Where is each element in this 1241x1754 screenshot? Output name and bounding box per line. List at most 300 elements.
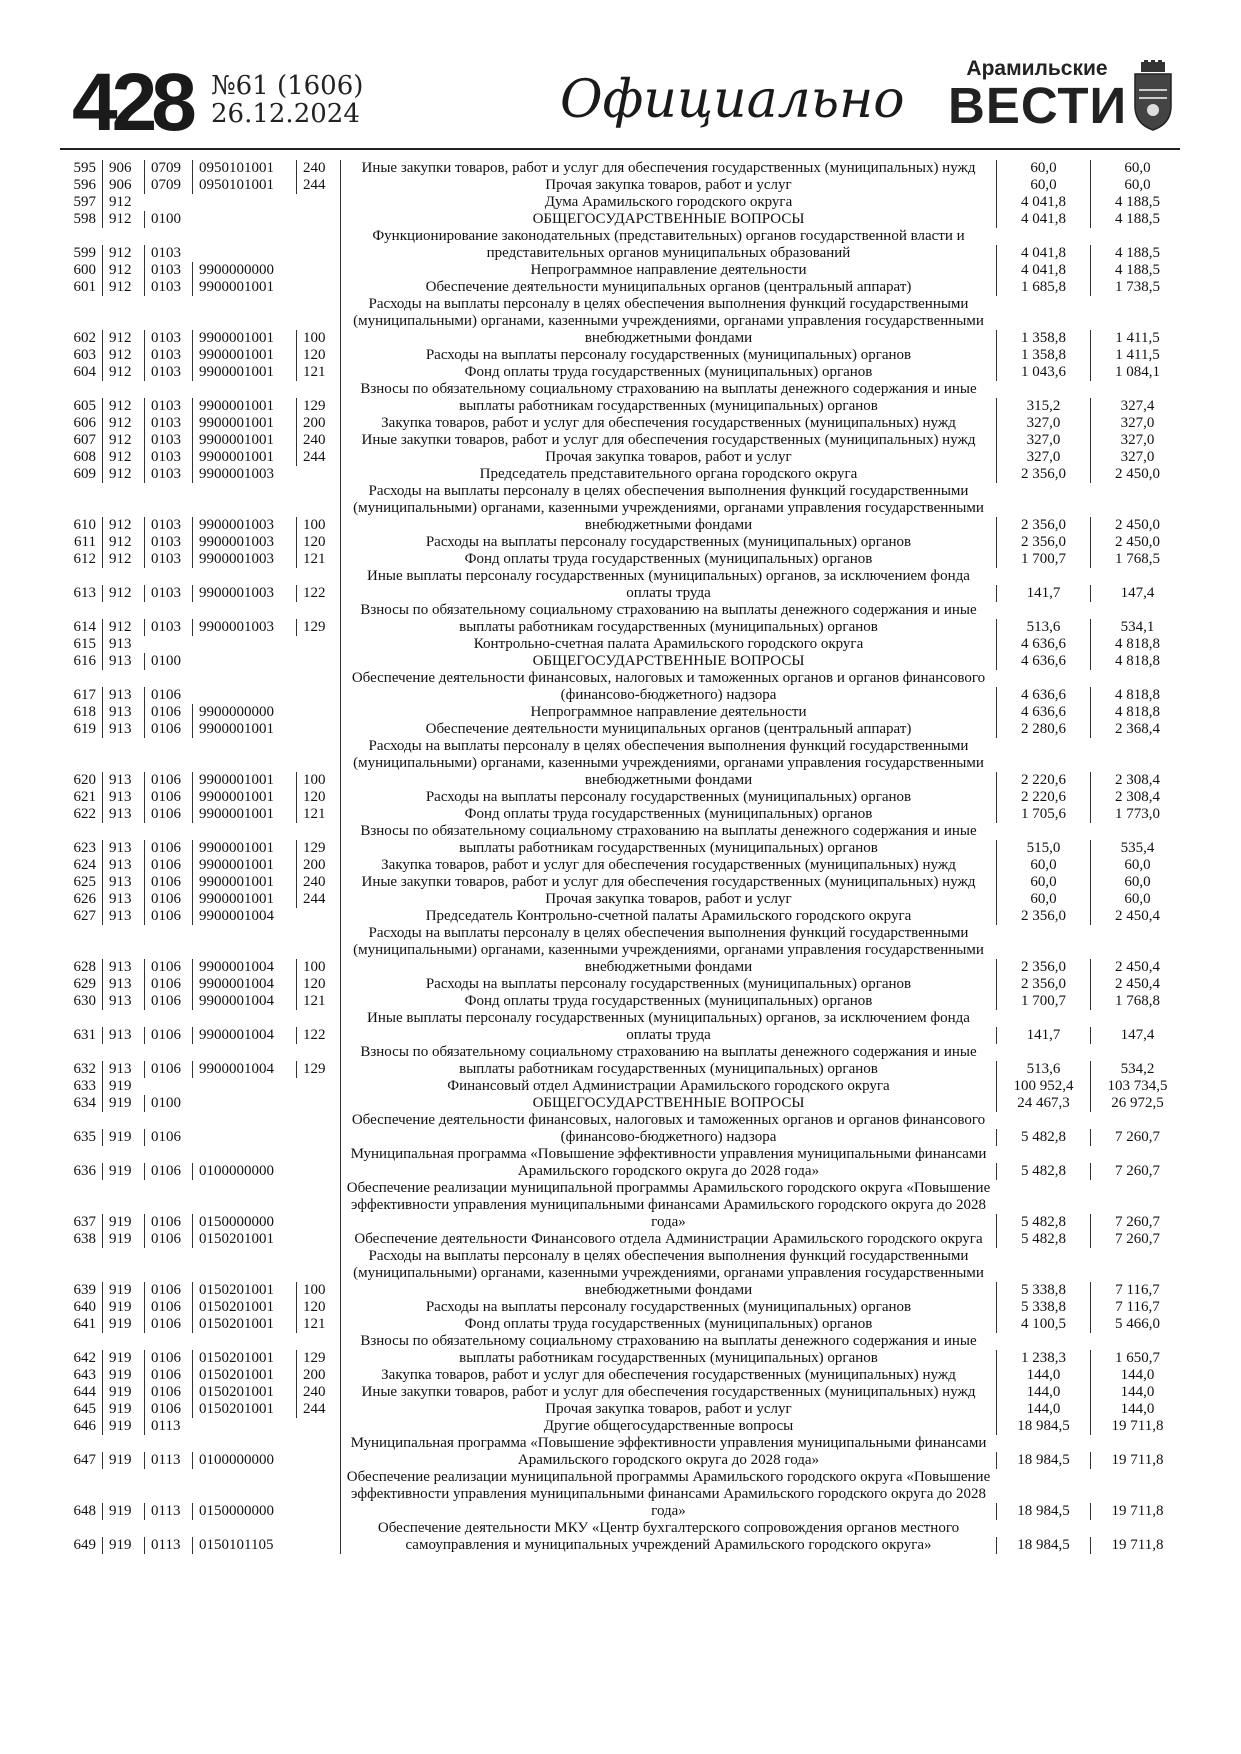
expense-type-code: 122: [296, 1027, 340, 1044]
ministry-code: 912: [102, 585, 144, 602]
amount-2026: 2 308,4: [1090, 772, 1184, 789]
ministry-code: 912: [102, 398, 144, 415]
amount-2026: 2 450,4: [1090, 959, 1184, 976]
table-row: [60, 1078, 1184, 1095]
table-row: [60, 908, 1184, 925]
amount-2025: 144,0: [996, 1367, 1090, 1384]
issue-info: [211, 72, 363, 128]
amount-2025: 144,0: [996, 1401, 1090, 1418]
row-number: 623: [73, 840, 96, 856]
section-code: 0100: [144, 211, 192, 228]
description: ОБЩЕГОСУДАРСТВЕННЫЕ ВОПРОСЫ: [340, 653, 996, 670]
section-code: 0106: [144, 1027, 192, 1044]
section-code: 0709: [144, 160, 192, 177]
row-number: 612: [73, 551, 96, 567]
description: Прочая закупка товаров, работ и услуг: [340, 1401, 996, 1418]
ministry-code: 912: [102, 211, 144, 228]
ministry-code: 913: [102, 1061, 144, 1078]
description: Иные закупки товаров, работ и услуг для обеспечения государственных (муниципальных) нужд: [340, 160, 996, 177]
amount-2026: 4 188,5: [1090, 194, 1184, 211]
ministry-code: 912: [102, 347, 144, 364]
section-code: 0103: [144, 449, 192, 466]
expense-type-code: 129: [296, 1061, 340, 1078]
table-row: [60, 194, 1184, 211]
amount-2025: 4 636,6: [996, 636, 1090, 653]
description: Муниципальная программа «Повышение эффективности управления муниципальными финансами Арамильского городского округа до 2028 года»: [340, 1146, 996, 1180]
ministry-code: 913: [102, 959, 144, 976]
target-code: 0950101001: [192, 160, 296, 177]
section-code: 0103: [144, 330, 192, 347]
target-code: 9900001004: [192, 908, 296, 925]
section-code: 0113: [144, 1537, 192, 1554]
table-row: [60, 551, 1184, 568]
amount-2026: 1 768,5: [1090, 551, 1184, 568]
target-code: 9900001001: [192, 721, 296, 738]
description: Расходы на выплаты персоналу государственных (муниципальных) органов: [340, 534, 996, 551]
description: Расходы на выплаты персоналу в целях обеспечения выполнения функций государственными (муниципальными) органами, казенными учреждениями, органами управления государственными внебюджетными фондами: [340, 738, 996, 789]
table-row: [60, 262, 1184, 279]
row-number: 614: [73, 619, 96, 635]
ministry-code: 913: [102, 636, 144, 653]
target-code: 9900001001: [192, 347, 296, 364]
target-code: 9900001003: [192, 534, 296, 551]
description: Прочая закупка товаров, работ и услуг: [340, 449, 996, 466]
header-rule: [60, 148, 1180, 150]
target-code: 9900001004: [192, 1027, 296, 1044]
amount-2026: 7 116,7: [1090, 1282, 1184, 1299]
section-code: 0103: [144, 534, 192, 551]
table-row: [60, 670, 1184, 704]
ministry-code: 913: [102, 874, 144, 891]
section-code: 0103: [144, 364, 192, 381]
table-row: [60, 721, 1184, 738]
table-row: [60, 1010, 1184, 1044]
target-code: 0150201001: [192, 1282, 296, 1299]
amount-2026: 60,0: [1090, 160, 1184, 177]
target-code: 0150201001: [192, 1367, 296, 1384]
expense-type-code: 244: [296, 177, 340, 194]
amount-2025: 5 482,8: [996, 1129, 1090, 1146]
ministry-code: 912: [102, 415, 144, 432]
description: Иные выплаты персоналу государственных (муниципальных) органов, за исключением фонда оплаты труда: [340, 1010, 996, 1044]
description: Прочая закупка товаров, работ и услуг: [340, 177, 996, 194]
expense-type-code: 200: [296, 415, 340, 432]
amount-2025: 141,7: [996, 1027, 1090, 1044]
table-row: [60, 891, 1184, 908]
amount-2025: 4 041,8: [996, 194, 1090, 211]
section-code: 0106: [144, 1316, 192, 1333]
amount-2025: 1 700,7: [996, 993, 1090, 1010]
expense-type-code: 200: [296, 857, 340, 874]
description: Иные закупки товаров, работ и услуг для обеспечения государственных (муниципальных) нужд: [340, 1384, 996, 1401]
amount-2025: 5 338,8: [996, 1299, 1090, 1316]
table-row: [60, 704, 1184, 721]
amount-2025: 4 636,6: [996, 704, 1090, 721]
row-number: 640: [73, 1299, 96, 1315]
amount-2026: 327,0: [1090, 415, 1184, 432]
table-row: [60, 1316, 1184, 1333]
target-code: 9900001003: [192, 585, 296, 602]
description: Обеспечение реализации муниципальной программы Арамильского городского округа «Повышение эффективности управления муниципальными финансами Арамильского городского округа до 2028 года»: [340, 1469, 996, 1520]
target-code: 0150201001: [192, 1231, 296, 1248]
amount-2026: 4 188,5: [1090, 211, 1184, 228]
amount-2025: 1 700,7: [996, 551, 1090, 568]
table-row: [60, 1520, 1184, 1554]
row-number: 601: [73, 279, 96, 295]
amount-2025: 5 338,8: [996, 1282, 1090, 1299]
row-number: 636: [73, 1163, 96, 1179]
row-number: 633: [73, 1078, 96, 1094]
target-code: 9900001001: [192, 789, 296, 806]
amount-2026: 1 768,8: [1090, 993, 1184, 1010]
row-number: 647: [73, 1452, 96, 1468]
table-row: [60, 279, 1184, 296]
amount-2026: 144,0: [1090, 1384, 1184, 1401]
row-number: 616: [73, 653, 96, 669]
target-code: 9900001003: [192, 551, 296, 568]
amount-2026: 534,1: [1090, 619, 1184, 636]
description: Закупка товаров, работ и услуг для обеспечения государственных (муниципальных) нужд: [340, 415, 996, 432]
amount-2026: 144,0: [1090, 1367, 1184, 1384]
row-number: 599: [73, 245, 96, 261]
amount-2025: 315,2: [996, 398, 1090, 415]
description: Фонд оплаты труда государственных (муниципальных) органов: [340, 1316, 996, 1333]
ministry-code: 913: [102, 908, 144, 925]
ministry-code: 919: [102, 1503, 144, 1520]
table-row: [60, 466, 1184, 483]
section-code: 0106: [144, 1129, 192, 1146]
section-code: 0106: [144, 1384, 192, 1401]
target-code: 0950101001: [192, 177, 296, 194]
ministry-code: 919: [102, 1316, 144, 1333]
expense-type-code: 100: [296, 517, 340, 534]
section-code: 0106: [144, 1214, 192, 1231]
row-number: 626: [73, 891, 96, 907]
ministry-code: 919: [102, 1078, 144, 1095]
target-code: 0150101105: [192, 1537, 296, 1554]
row-number: 643: [73, 1367, 96, 1383]
amount-2025: 4 041,8: [996, 211, 1090, 228]
expense-type-code: 121: [296, 551, 340, 568]
row-number: 606: [73, 415, 96, 431]
section-code: 0113: [144, 1503, 192, 1520]
target-code: 9900001003: [192, 466, 296, 483]
target-code: 9900000000: [192, 704, 296, 721]
table-row: [60, 1299, 1184, 1316]
ministry-code: 913: [102, 840, 144, 857]
section-code: 0103: [144, 517, 192, 534]
amount-2025: 1 358,8: [996, 347, 1090, 364]
section-code: 0106: [144, 908, 192, 925]
amount-2025: 1 705,6: [996, 806, 1090, 823]
amount-2025: 2 356,0: [996, 517, 1090, 534]
amount-2025: 60,0: [996, 874, 1090, 891]
description: Обеспечение реализации муниципальной программы Арамильского городского округа «Повышение эффективности управления муниципальными финансами Арамильского городского округа до 2028 года»: [340, 1180, 996, 1231]
table-row: [60, 653, 1184, 670]
amount-2026: 327,0: [1090, 432, 1184, 449]
ministry-code: 919: [102, 1129, 144, 1146]
amount-2025: 4 041,8: [996, 262, 1090, 279]
ministry-code: 913: [102, 772, 144, 789]
amount-2026: 535,4: [1090, 840, 1184, 857]
description: Фонд оплаты труда государственных (муниципальных) органов: [340, 993, 996, 1010]
row-number: 615: [73, 636, 96, 652]
expense-type-code: 244: [296, 891, 340, 908]
target-code: 9900001001: [192, 840, 296, 857]
description: Обеспечение деятельности Финансового отдела Администрации Арамильского городского округа: [340, 1231, 996, 1248]
ministry-code: 906: [102, 177, 144, 194]
amount-2025: 18 984,5: [996, 1503, 1090, 1520]
target-code: 9900000000: [192, 262, 296, 279]
table-row: [60, 534, 1184, 551]
ministry-code: 913: [102, 687, 144, 704]
section-code: 0106: [144, 1282, 192, 1299]
amount-2025: 5 482,8: [996, 1214, 1090, 1231]
amount-2025: 141,7: [996, 585, 1090, 602]
amount-2025: 2 280,6: [996, 721, 1090, 738]
ministry-code: 913: [102, 721, 144, 738]
amount-2025: 327,0: [996, 415, 1090, 432]
amount-2025: 327,0: [996, 449, 1090, 466]
table-row: [60, 976, 1184, 993]
row-number: 624: [73, 857, 96, 873]
description: Расходы на выплаты персоналу государственных (муниципальных) органов: [340, 976, 996, 993]
ministry-code: 919: [102, 1452, 144, 1469]
description: Закупка товаров, работ и услуг для обеспечения государственных (муниципальных) нужд: [340, 1367, 996, 1384]
section-code: 0709: [144, 177, 192, 194]
amount-2025: 24 467,3: [996, 1095, 1090, 1112]
expense-type-code: 121: [296, 1316, 340, 1333]
section-code: 0106: [144, 772, 192, 789]
section-code: 0113: [144, 1418, 192, 1435]
amount-2026: 2 450,4: [1090, 908, 1184, 925]
expense-type-code: 240: [296, 432, 340, 449]
section-code: 0103: [144, 347, 192, 364]
amount-2025: 2 356,0: [996, 959, 1090, 976]
amount-2026: 1 650,7: [1090, 1350, 1184, 1367]
amount-2026: 1 084,1: [1090, 364, 1184, 381]
section-code: 0103: [144, 585, 192, 602]
target-code: 9900001004: [192, 976, 296, 993]
expense-type-code: 120: [296, 534, 340, 551]
amount-2026: 26 972,5: [1090, 1095, 1184, 1112]
amount-2025: 515,0: [996, 840, 1090, 857]
ministry-code: 912: [102, 245, 144, 262]
row-number: 641: [73, 1316, 96, 1332]
description: Расходы на выплаты персоналу государственных (муниципальных) органов: [340, 347, 996, 364]
table-row: [60, 738, 1184, 789]
section-code: 0106: [144, 789, 192, 806]
section-code: 0106: [144, 704, 192, 721]
target-code: 9900001001: [192, 449, 296, 466]
target-code: 9900001001: [192, 891, 296, 908]
section-code: 0100: [144, 653, 192, 670]
ministry-code: 919: [102, 1095, 144, 1112]
row-number: 600: [73, 262, 96, 278]
target-code: 9900001001: [192, 432, 296, 449]
table-row: [60, 1248, 1184, 1299]
amount-2026: 1 411,5: [1090, 347, 1184, 364]
row-number: 628: [73, 959, 96, 975]
section-code: 0113: [144, 1452, 192, 1469]
newspaper-logo: [948, 58, 1126, 132]
table-row: [60, 1231, 1184, 1248]
section-code: 0106: [144, 1350, 192, 1367]
row-number: 610: [73, 517, 96, 533]
row-number: 631: [73, 1027, 96, 1043]
ministry-code: 919: [102, 1401, 144, 1418]
expense-type-code: 129: [296, 398, 340, 415]
table-row: [60, 1180, 1184, 1231]
section-title: Официально: [560, 70, 905, 130]
description: Фонд оплаты труда государственных (муниципальных) органов: [340, 806, 996, 823]
page-header: [0, 0, 1241, 150]
amount-2025: 4 100,5: [996, 1316, 1090, 1333]
row-number: 605: [73, 398, 96, 414]
table-row: [60, 1146, 1184, 1180]
amount-2026: 1 773,0: [1090, 806, 1184, 823]
expense-type-code: 100: [296, 959, 340, 976]
table-row: [60, 1435, 1184, 1469]
description: Расходы на выплаты персоналу в целях обеспечения выполнения функций государственными (муниципальными) органами, казенными учреждениями, органами управления государственными внебюджетными фондами: [340, 925, 996, 976]
section-code: 0103: [144, 245, 192, 262]
amount-2026: 5 466,0: [1090, 1316, 1184, 1333]
row-number: 622: [73, 806, 96, 822]
ministry-code: 913: [102, 704, 144, 721]
row-number: 603: [73, 347, 96, 363]
section-code: 0106: [144, 1231, 192, 1248]
table-row: [60, 602, 1184, 636]
table-row: [60, 1401, 1184, 1418]
expense-type-code: 121: [296, 993, 340, 1010]
target-code: 0150201001: [192, 1299, 296, 1316]
row-number: 645: [73, 1401, 96, 1417]
amount-2026: 4 818,8: [1090, 636, 1184, 653]
amount-2025: 2 220,6: [996, 789, 1090, 806]
description: Иные закупки товаров, работ и услуг для обеспечения государственных (муниципальных) нужд: [340, 874, 996, 891]
expense-type-code: 240: [296, 160, 340, 177]
section-code: 0106: [144, 857, 192, 874]
row-number: 644: [73, 1384, 96, 1400]
table-row: [60, 177, 1184, 194]
section-code: 0103: [144, 279, 192, 296]
target-code: 0100000000: [192, 1452, 296, 1469]
table-row: [60, 993, 1184, 1010]
logo-bottom-text: ВЕСТИ: [948, 77, 1128, 134]
ministry-code: 919: [102, 1367, 144, 1384]
section-code: 0106: [144, 1299, 192, 1316]
amount-2025: 60,0: [996, 857, 1090, 874]
section-code: 0106: [144, 1401, 192, 1418]
ministry-code: 912: [102, 279, 144, 296]
amount-2026: 7 260,7: [1090, 1231, 1184, 1248]
table-row: [60, 1384, 1184, 1401]
amount-2025: 2 220,6: [996, 772, 1090, 789]
row-number: 635: [73, 1129, 96, 1145]
amount-2025: 1 358,8: [996, 330, 1090, 347]
ministry-code: 912: [102, 330, 144, 347]
row-number: 608: [73, 449, 96, 465]
amount-2026: 7 260,7: [1090, 1163, 1184, 1180]
amount-2025: 327,0: [996, 432, 1090, 449]
description: Обеспечение деятельности финансовых, налоговых и таможенных органов и органов финансового (финансово-бюджетного) надзора: [340, 1112, 996, 1146]
description: Обеспечение деятельности муниципальных органов (центральный аппарат): [340, 279, 996, 296]
amount-2025: 2 356,0: [996, 466, 1090, 483]
section-code: 0106: [144, 959, 192, 976]
table-row: [60, 874, 1184, 891]
description: Расходы на выплаты персоналу в целях обеспечения выполнения функций государственными (муниципальными) органами, казенными учреждениями, органами управления государственными внебюджетными фондами: [340, 1248, 996, 1299]
row-number: 646: [73, 1418, 96, 1434]
target-code: 9900001001: [192, 330, 296, 347]
amount-2025: 2 356,0: [996, 534, 1090, 551]
table-row: [60, 415, 1184, 432]
amount-2026: 103 734,5: [1090, 1078, 1184, 1095]
table-row: [60, 1333, 1184, 1367]
row-number: 607: [73, 432, 96, 448]
ministry-code: 912: [102, 449, 144, 466]
amount-2026: 2 450,0: [1090, 534, 1184, 551]
description: Муниципальная программа «Повышение эффективности управления муниципальными финансами Арамильского городского округа до 2028 года»: [340, 1435, 996, 1469]
description: ОБЩЕГОСУДАРСТВЕННЫЕ ВОПРОСЫ: [340, 1095, 996, 1112]
expense-type-code: 120: [296, 347, 340, 364]
target-code: 0150000000: [192, 1503, 296, 1520]
ministry-code: 913: [102, 976, 144, 993]
amount-2025: 5 482,8: [996, 1163, 1090, 1180]
description: Обеспечение деятельности финансовых, налоговых и таможенных органов и органов финансового (финансово-бюджетного) надзора: [340, 670, 996, 704]
description: Дума Арамильского городского округа: [340, 194, 996, 211]
table-row: [60, 925, 1184, 976]
section-code: 0106: [144, 1367, 192, 1384]
amount-2026: 2 368,4: [1090, 721, 1184, 738]
table-row: [60, 789, 1184, 806]
description: Расходы на выплаты персоналу государственных (муниципальных) органов: [340, 1299, 996, 1316]
ministry-code: 913: [102, 1027, 144, 1044]
ministry-code: 912: [102, 194, 144, 211]
row-number: 637: [73, 1214, 96, 1230]
amount-2026: 147,4: [1090, 1027, 1184, 1044]
description: Председатель представительного органа городского округа: [340, 466, 996, 483]
amount-2026: 60,0: [1090, 891, 1184, 908]
amount-2026: 147,4: [1090, 585, 1184, 602]
target-code: 9900001003: [192, 619, 296, 636]
table-row: [60, 1095, 1184, 1112]
target-code: 9900001001: [192, 364, 296, 381]
amount-2026: 327,4: [1090, 398, 1184, 415]
ministry-code: 919: [102, 1299, 144, 1316]
section-code: 0106: [144, 891, 192, 908]
row-number: 597: [73, 194, 96, 210]
amount-2025: 100 952,4: [996, 1078, 1090, 1095]
amount-2025: 5 482,8: [996, 1231, 1090, 1248]
amount-2025: 4 636,6: [996, 653, 1090, 670]
ministry-code: 919: [102, 1231, 144, 1248]
ministry-code: 919: [102, 1350, 144, 1367]
description: Фонд оплаты труда государственных (муниципальных) органов: [340, 551, 996, 568]
logo-top-text: Арамильские: [966, 57, 1108, 80]
table-row: [60, 568, 1184, 602]
row-number: 634: [73, 1095, 96, 1111]
description: Иные выплаты персоналу государственных (муниципальных) органов, за исключением фонда оплаты труда: [340, 568, 996, 602]
description: Закупка товаров, работ и услуг для обеспечения государственных (муниципальных) нужд: [340, 857, 996, 874]
description: Взносы по обязательному социальному страхованию на выплаты денежного содержания и иные выплаты работникам государственных (муниципальных) органов: [340, 602, 996, 636]
description: Финансовый отдел Администрации Арамильского городского округа: [340, 1078, 996, 1095]
amount-2025: 2 356,0: [996, 976, 1090, 993]
amount-2026: 2 450,0: [1090, 466, 1184, 483]
amount-2026: 7 260,7: [1090, 1129, 1184, 1146]
amount-2025: 4 636,6: [996, 687, 1090, 704]
table-row: [60, 857, 1184, 874]
amount-2026: 2 450,4: [1090, 976, 1184, 993]
